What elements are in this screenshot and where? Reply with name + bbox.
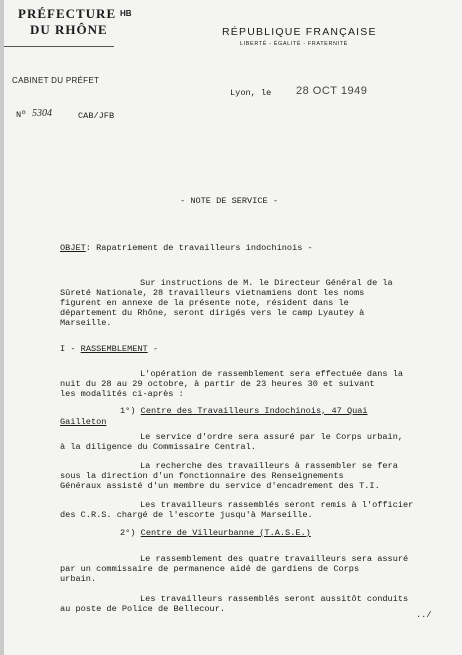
intro-line: Sur instructions de M. le Directeur Général de la [140, 278, 393, 288]
paragraph-line: Le service d'ordre sera assuré par le Corps urbain, [140, 432, 404, 442]
paragraph-line: au poste de Police de Bellecour. [60, 604, 226, 614]
paragraph-line: Les travailleurs rassemblés seront remis à l'officier [140, 500, 414, 510]
subsection-number: 2°) [120, 528, 136, 538]
subsection-number: 1°) [120, 406, 136, 416]
subsection-title: Centre de Villeurbanne (T.A.S.E.) [140, 528, 311, 538]
paragraph-line: par un commissaire de permanence aidé de gardiens de Corps [60, 564, 360, 574]
initials: HB [120, 9, 132, 18]
paragraph-line: Les travailleurs rassemblés seront aussitôt conduits [140, 594, 409, 604]
object-line [60, 243, 313, 253]
paragraph-line: des C.R.S. chargé de l'escorte jusqu'à Marseille. [60, 510, 313, 520]
object-label: OBJET [60, 243, 86, 253]
subsection-heading [120, 406, 368, 416]
reference-code: CAB/JFB [78, 111, 115, 121]
date-stamp: 28 OCT 1949 [296, 85, 368, 97]
continuation-mark: ../ [416, 610, 432, 620]
republic-motto: LIBERTÉ - ÉGALITÉ - FRATERNITÉ [240, 41, 348, 47]
reference-label: Nº [16, 110, 27, 120]
republic-title: RÉPUBLIQUE FRANÇAISE [222, 26, 377, 38]
subsection-title-continued: Gailleton [60, 417, 107, 427]
paragraph-line: Généraux assisté d'un membre du service d'encadrement des T.I. [60, 481, 380, 491]
paragraph-line: L'opération de rassemblement sera effectuée dans la [140, 369, 404, 379]
document-title: - NOTE DE SERVICE - [180, 196, 278, 206]
reference-number: 5304 [32, 108, 52, 119]
header-rule [4, 46, 114, 47]
paragraph-line: Le rassemblement des quatre travailleurs sera assuré [140, 554, 409, 564]
paragraph-line: à la diligence du Commissaire Central. [60, 442, 256, 452]
intro-line: département du Rhône, seront dirigés vers le camp Lyautey à [60, 308, 365, 318]
paragraph-line: nuit du 28 au 29 octobre, à partir de 23 heures 30 et suivant [60, 379, 375, 389]
paragraph-line: les modalités ci-après : [60, 389, 184, 399]
intro-line: figurent en annexe de la présente note, résident dans le [60, 298, 349, 308]
scan-edge-shadow [0, 0, 4, 655]
cabinet-label: CABINET DU PRÉFET [12, 76, 100, 85]
paragraph-line: sous la direction d'un fonctionnaire des Renseignements [60, 471, 344, 481]
place-date-label: Lyon, le [230, 88, 272, 98]
section-heading: I - RASSEMBLEMENT - [60, 344, 159, 354]
object-text: : Rapatriement de travailleurs indochinois - [85, 243, 313, 253]
prefecture-subtitle: DU RHÔNE [30, 22, 108, 37]
intro-line: Marseille. [60, 318, 112, 328]
subsection-title: Centre des Travailleurs Indochinois, 47 Quai [140, 406, 368, 416]
intro-line: Sûreté Nationale, 28 travailleurs vietnamiens dont les noms [60, 288, 365, 298]
section-title: RASSEMBLEMENT [80, 344, 148, 354]
paragraph-line: urbain. [60, 574, 97, 584]
paragraph-line: La recherche des travailleurs à rassembler se fera [140, 461, 398, 471]
prefecture-title: PRÉFECTURE [18, 6, 117, 21]
subsection-heading [120, 528, 311, 538]
section-number: I - [60, 344, 76, 354]
